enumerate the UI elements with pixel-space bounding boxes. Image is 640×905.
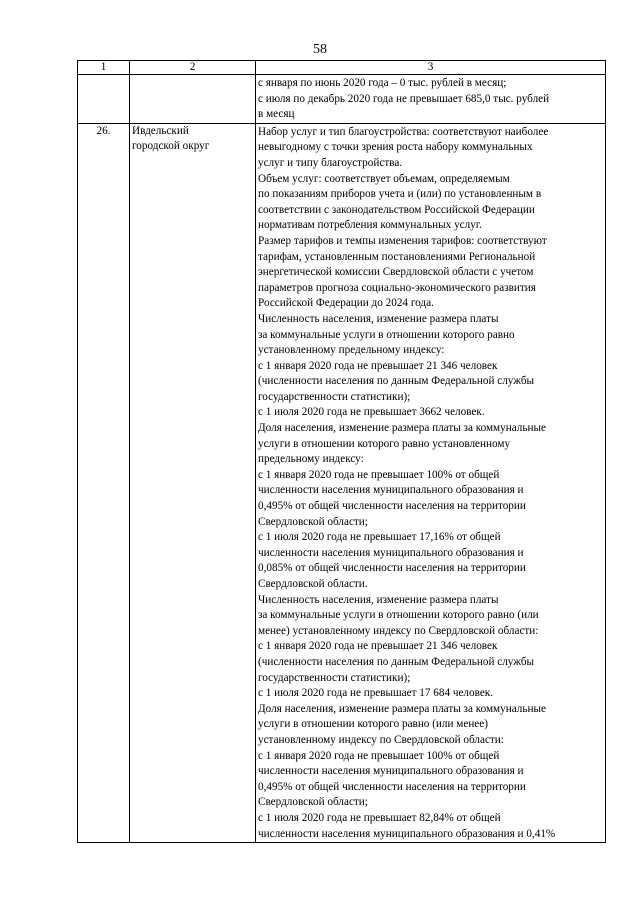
row-number-cell: 26. — [78, 123, 130, 842]
text-line: Численность населения, изменение размера платы — [258, 593, 499, 606]
text-line: Объем услуг: соответствует объемам, определяемым — [258, 172, 510, 185]
text-line: установленному индексу по Свердловской области: — [258, 733, 504, 746]
text-line: Численность населения, изменение размера платы — [258, 312, 499, 325]
table-row-26 — [78, 123, 606, 842]
text-line: с 1 июля 2020 года не превышает 82,84% от общей — [258, 811, 501, 824]
municipality-cell — [130, 123, 256, 842]
text-line: услуг и типу благоустройства. — [258, 156, 403, 169]
text-line: городской округ — [132, 140, 210, 153]
text-line: с 1 января 2020 года не превышает 100% от общей — [258, 468, 500, 481]
page-number: 58 — [313, 42, 327, 57]
text-line: 0,085% от общей численности населения на территории — [258, 562, 526, 575]
text-line: численности населения муниципального образования и — [258, 765, 524, 778]
text-line: установленному предельному индексу: — [258, 344, 445, 357]
column-header: 2 — [130, 61, 256, 75]
text-line: Размер тарифов и темпы изменения тарифов: соответствуют — [258, 234, 547, 247]
description-lines — [258, 124, 603, 842]
text-line: с января по июнь 2020 года – 0 тыс. рублей в месяц; — [258, 77, 507, 89]
text-line: по показаниям приборов учета и (или) по установленным в — [258, 188, 542, 201]
text-line: невыгодному с точки зрения роста набору коммунальных — [258, 141, 533, 154]
text-line: Ивдельский — [132, 124, 189, 137]
text-line: с 1 января 2020 года не превышает 21 346 человек — [258, 640, 498, 653]
description-cell — [256, 123, 606, 842]
text-line: за коммунальные услуги в отношении которого равно — [258, 328, 515, 341]
text-line: в месяц — [258, 108, 295, 121]
text-line: государственности статистики); — [258, 390, 411, 403]
text-line: с 1 июля 2020 года не превышает 17,16% от общей — [258, 531, 501, 544]
row-number-cell — [78, 75, 130, 124]
text-line: услуги в отношении которого равно (или менее) — [258, 718, 488, 731]
text-line: численности населения муниципального образования и 0,41% — [258, 827, 556, 840]
text-line: энергетической комиссии Свердловской области с учетом — [258, 266, 534, 279]
text-line: численности населения муниципального образования и — [258, 484, 524, 497]
text-line: Доля населения, изменение размера платы за коммунальные — [258, 422, 546, 435]
text-line: Российской Федерации до 2024 года. — [258, 297, 434, 310]
description-lines — [258, 75, 603, 123]
text-line: с 1 января 2020 года не превышает 100% от общей — [258, 749, 500, 762]
text-line: нормативам потребления коммунальных услуг. — [258, 219, 482, 232]
text-line: с 1 января 2020 года не превышает 21 346 человек — [258, 359, 498, 372]
text-line: Свердловской области; — [258, 796, 368, 809]
description-cell — [256, 75, 606, 124]
text-line: Свердловской области; — [258, 515, 368, 528]
text-line: с июля по декабрь 2020 года не превышает 685,0 тыс. рублей — [258, 92, 550, 105]
text-line: с 1 июля 2020 года не превышает 3662 человек. — [258, 406, 485, 419]
text-line: Набор услуг и тип благоустройства: соответствуют наиболее — [258, 125, 549, 138]
text-line: (численности населения по данным Федеральной службы — [258, 375, 535, 388]
column-header: 1 — [78, 61, 130, 75]
document-table — [77, 60, 606, 843]
table-row-continuation — [78, 75, 606, 124]
municipality-name — [132, 124, 253, 155]
text-line: тарифам, установленным постановлениями Региональной — [258, 250, 536, 263]
text-line: 0,495% от общей численности населения на территории — [258, 500, 526, 513]
text-line: Доля населения, изменение размера платы за коммунальные — [258, 702, 546, 715]
text-line: (численности населения по данным Федеральной службы — [258, 655, 535, 668]
text-line: государственности статистики); — [258, 671, 411, 684]
text-line: с 1 июля 2020 года не превышает 17 684 человек. — [258, 687, 494, 700]
text-line: соответствии с законодательством Российской Федерации — [258, 203, 535, 216]
text-line: услуги в отношении которого равно установленному — [258, 437, 511, 450]
text-line: за коммунальные услуги в отношении которого равно (или — [258, 609, 539, 622]
table-header-row — [78, 61, 606, 75]
text-line: Свердловской области. — [258, 578, 368, 590]
text-line: 0,495% от общей численности населения на территории — [258, 780, 526, 793]
text-line: параметров прогноза социально-экономического развития — [258, 281, 536, 294]
municipality-cell — [130, 75, 256, 124]
text-line: численности населения муниципального образования и — [258, 546, 524, 559]
text-line: менее) установленному индексу по Свердловской области: — [258, 624, 539, 637]
column-header: 3 — [256, 61, 606, 75]
text-line: предельному индексу: — [258, 453, 364, 466]
